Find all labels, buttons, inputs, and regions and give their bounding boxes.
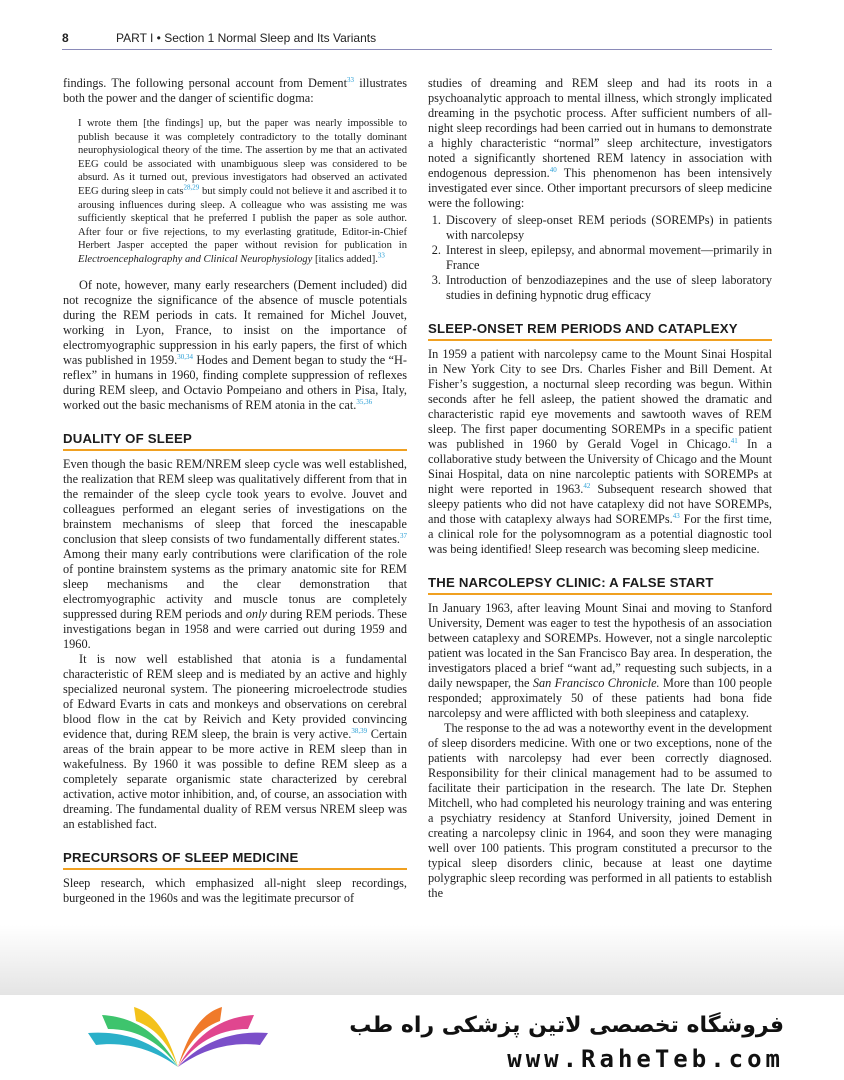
list-item: 2. Interest in sleep, epilepsy, and abnormal movement—primarily in France [444, 243, 772, 273]
reference-42[interactable]: 42 [583, 481, 591, 490]
reference-28-29[interactable]: 28,29 [183, 183, 200, 192]
paragraph-atonia: It is now well established that atonia is a fundamental characteristic of REM sleep and is mediated by an active and highly specialized neuronal system. The pioneering microelectrode studies of Edward Evarts in cats and monkeys and observations on cerebral blood flow in the cat by Reivich and Kety provided convincing evidence that, during REM sleep, the brain is very active.$^{38,39}$ Certain areas of the brain appear to be more active in REM sleep than in wakefulness. By 1960 it was possible to define REM sleep as a completely separate organismic state characterized by cerebral activation, active motor inhibition, and, of course, an association with dreaming. The fundamental duality of REM versus NREM sleep was an established fact. [63, 651, 407, 831]
reference-43[interactable]: 43 [672, 511, 680, 520]
journal-title: Electroencephalography and Clinical Neurophysiology [78, 253, 313, 265]
precursors-list [428, 213, 772, 303]
paragraph-duality: Even though the basic REM/NREM sleep cycle was well established, the realization that REM sleep was qualitatively different from that in the remainder of the sleep cycle took years to evolve. Jouvet and colleagues performed an elegant series of investigations on the brainstem mechanisms of sleep that forced the inescapable conclusion that sleep consists of two fundamentally different states.$^{37}$ Among their many early contributions were clarification of the role of pontine brainstem systems as the primary anatomic site for REM sleep mechanisms and the clear demonstration that electromyographic activity and muscle tonus are completely suppressed during REM periods and only during REM periods. These investigations began in 1958 and were carried out during 1959 and 1960. [63, 456, 407, 651]
watermark-footer [0, 995, 844, 1080]
heading-sleep-onset-rem: SLEEP-ONSET REM PERIODS AND CATAPLEXY [428, 321, 772, 341]
reference-37[interactable]: 37 [400, 531, 407, 540]
paragraph-response: The response to the ad was a noteworthy event in the development of sleep disorders medicine. With one or two exceptions, none of the patients with narcolepsy had ever been correctly diagnosed. Responsibility for their clinical management had to be assumed to facilitate their participation in the research. The late Dr. Stephen Mitchell, who had completed his neurology training and was entering a psychiatry residency at Stanford University, joined Dement in creating a narcolepsy clinic in 1964, and soon they were managing well over 100 patients. This program constituted a precursor to the typical sleep disorders clinic, because at least one daytime polygraphic sleep recording was performed in all patients to establish the [428, 721, 772, 900]
reference-30-34[interactable]: 30,34 [177, 352, 193, 361]
page-number: 8 [62, 31, 69, 45]
reference-33b[interactable]: 33 [377, 251, 385, 260]
reference-41[interactable]: 41 [730, 436, 738, 445]
reference-40[interactable]: 40 [549, 165, 557, 174]
running-title: PART I • Section 1 Normal Sleep and Its Variants [116, 31, 377, 45]
paragraph-stanford: In January 1963, after leaving Mount Sinai and moving to Stanford University, Dement was eager to test the hypothesis of an association between cataplexy and SOREMPs. However, not a single narcoleptic patient was located in the San Francisco Bay area. In desperation, the investigators placed a brief “want ad,” requesting such subjects, in a daily newspaper, the San Francisco Chronicle. More than 100 people responded; approximately 50 of these patients had bona fide narcolepsy and were afflicted with both sleepiness and cataplexy. [428, 601, 773, 720]
paragraph-dreaming: studies of dreaming and REM sleep and had its roots in a psychoanalytic approach to mental illness, which strongly implicated dreaming in the psychotic process. After sufficient numbers of all-night sleep recordings had been carried out in humans to demonstrate a highly characteristic “normal” sleep architecture, investigators noted a significantly shortened REM latency in association with endogenous depression.$^{40}$ This phenomenon has been intensively investigated ever since. Other important precursors of sleep medicine were the following: [428, 76, 772, 210]
page-header [62, 28, 772, 50]
reference-38-39[interactable]: 38,39 [351, 726, 368, 735]
heading-duality-of-sleep: DUALITY OF SLEEP [63, 431, 407, 451]
heading-narcolepsy-clinic: THE NARCOLEPSY CLINIC: A FALSE START [428, 575, 772, 595]
right-column [428, 76, 772, 901]
book-logo-icon [78, 1005, 278, 1075]
paragraph-jouvet: Of note, however, many early researchers (Dement included) did not recognize the significance of the absence of muscle potentials during the REM periods in cats. It remained for Michel Jouvet, working in Lyon, France, to insist on the importance of electromyographic suppression in his early papers, the first of which was published in 1959.$^{30,34}$ Hodes and Dement began to study the “H-reflex” in humans in 1960, finding complete suppression of reflexes during REM sleep, and Octavio Pompeiano and others in Pisa, Italy, worked out the basic mechanisms of REM atonia in the cat.$^{35,36}$ [63, 277, 407, 412]
left-column [63, 76, 407, 906]
paragraph-precursors: Sleep research, which emphasized all-night sleep recordings, burgeoned in the 1960s and was the legitimate precursor of [63, 875, 407, 905]
store-name: فروشگاه تخصصی لاتین پزشکی راه طب [349, 1013, 784, 1038]
block-quote: I wrote them [the findings] up, but the paper was nearly impossible to publish because it was completely contradictory to the totally dominant neurophysiological theory of the time. The assertion by me that an activated EEG could be associated with unambiguous sleep was considered to be absurd. As it turned out, previous investigators had observed an activated EEG during sleep in cats$^{28,29}$ but simply could not believe it and ascribed it to arousing influences during sleep. A colleague who was assisting me was sufficiently skeptical that he preferred I publish the paper as sole author. After four or five rejections, to my everlasting gratitude, Editor-in-Chief Herbert Jasper accepted the paper without revision for publication in Electroencephalography and Clinical Neurophysiology [italics added].$^{33}$ [78, 118, 407, 265]
reference-33[interactable]: 33 [347, 75, 354, 84]
intro-paragraph: findings. The following personal account from Dement$^{33}$ illustrates both the power and the danger of scientific dogma: [63, 75, 408, 105]
store-url[interactable]: www.RaheTeb.com [507, 1045, 784, 1073]
bottom-fade [0, 925, 844, 1000]
list-item: 3. Introduction of benzodiazepines and the use of sleep laboratory studies in defining hypnotic drug efficacy [444, 273, 772, 303]
reference-35-36[interactable]: 35,36 [356, 397, 373, 406]
paragraph-soremp: In 1959 a patient with narcolepsy came to the Mount Sinai Hospital in New York City to see Drs. Charles Fisher and Bill Dement. At Fisher’s suggestion, a nocturnal sleep recording was begun. Within seconds after he fell asleep, the patient showed the dramatic and characteristic rapid eye movements and sawtooth waves of REM sleep. The first paper documenting SOREMPs in a specific patient was published in 1960 by Gerald Vogel in Chicago.$^{41}$ In a collaborative study between the University of Chicago and the Mount Sinai Hospital, data on nine narcoleptic patients with SOREMPs at night were reported in 1963.42 Subsequent research showed that sleepy patients who did not have cataplexy did not have SOREMPs, and those with cataplexy always had SOREMPs.$^{43}$ For the first time, a clinical role for the polysomnogram as a potential diagnostic tool was being identified! Sleep research was becoming sleep medicine. [428, 347, 772, 556]
heading-precursors: PRECURSORS OF SLEEP MEDICINE [63, 850, 407, 870]
list-item: 1. Discovery of sleep-onset REM periods (SOREMPs) in patients with narcolepsy [444, 213, 772, 243]
header-rule [62, 49, 772, 50]
